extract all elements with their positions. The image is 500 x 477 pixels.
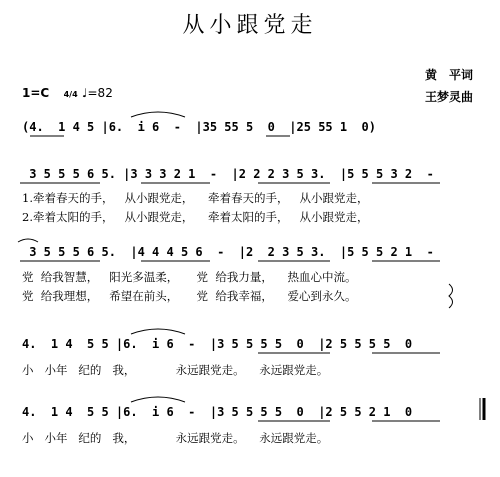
staff-3-lyrics-verse-1: 党 给我智慧， 阳光多温柔， 党 给我力量， 热血心中流。 <box>22 270 357 284</box>
staff-5-lyrics: 小 小年 纪的 我， 永远跟党走。 永远跟党走。 <box>22 431 329 445</box>
staff-3-notes: 3 5 5 5 6 5. |4 4 4 5 6 - |2 2 3 5 3. |5 5 5 2 1 - <box>22 245 434 259</box>
lyricist-credit: 黄 平词 <box>425 68 474 82</box>
staff-1-notes: (4. 1 4 5 |6. i 6 - |35 55 5 0 |25 55 1 0) <box>22 120 377 134</box>
staff-4-notes: 4. 1 4 5 5 |6. i 6 - |3 5 5 5 5 0 |2 5 5 5 5 0 <box>22 337 413 351</box>
slur-mark <box>131 112 185 117</box>
staff-4-lyrics: 小 小年 纪的 我， 永远跟党走。 永远跟党走。 <box>22 363 329 377</box>
time-signature: 4/4 <box>63 90 78 99</box>
key-signature: 1=C <box>22 86 50 100</box>
slur-mark <box>18 239 38 242</box>
staff-5-notes: 4. 1 4 5 5 |6. i 6 - |3 5 5 5 5 0 |2 5 5 2 1 0 <box>22 405 413 419</box>
slur-mark <box>131 329 185 334</box>
staff-3-lyrics-verse-2: 党 给我理想， 希望在前头， 党 给我幸福， 爱心到永久。 <box>22 289 357 303</box>
repeat-brace <box>449 284 453 308</box>
tempo-marking: ♩=82 <box>81 86 113 100</box>
slur-mark <box>131 397 185 402</box>
staff-2-notes: 3 5 5 5 6 5. |3 3 3 2 1 - |2 2 2 3 5 3. |5 5 5 3 2 - <box>22 167 434 181</box>
staff-2-lyrics-verse-1: 1.牵着春天的手， 从小跟党走， 牵着春天的手， 从小跟党走， <box>22 191 369 205</box>
composer-credit: 王梦灵曲 <box>425 90 474 104</box>
song-title: 从小跟党走 <box>182 13 318 38</box>
staff-2-lyrics-verse-2: 2.牵着太阳的手， 从小跟党走， 牵着太阳的手， 从小跟党走， <box>22 210 369 224</box>
